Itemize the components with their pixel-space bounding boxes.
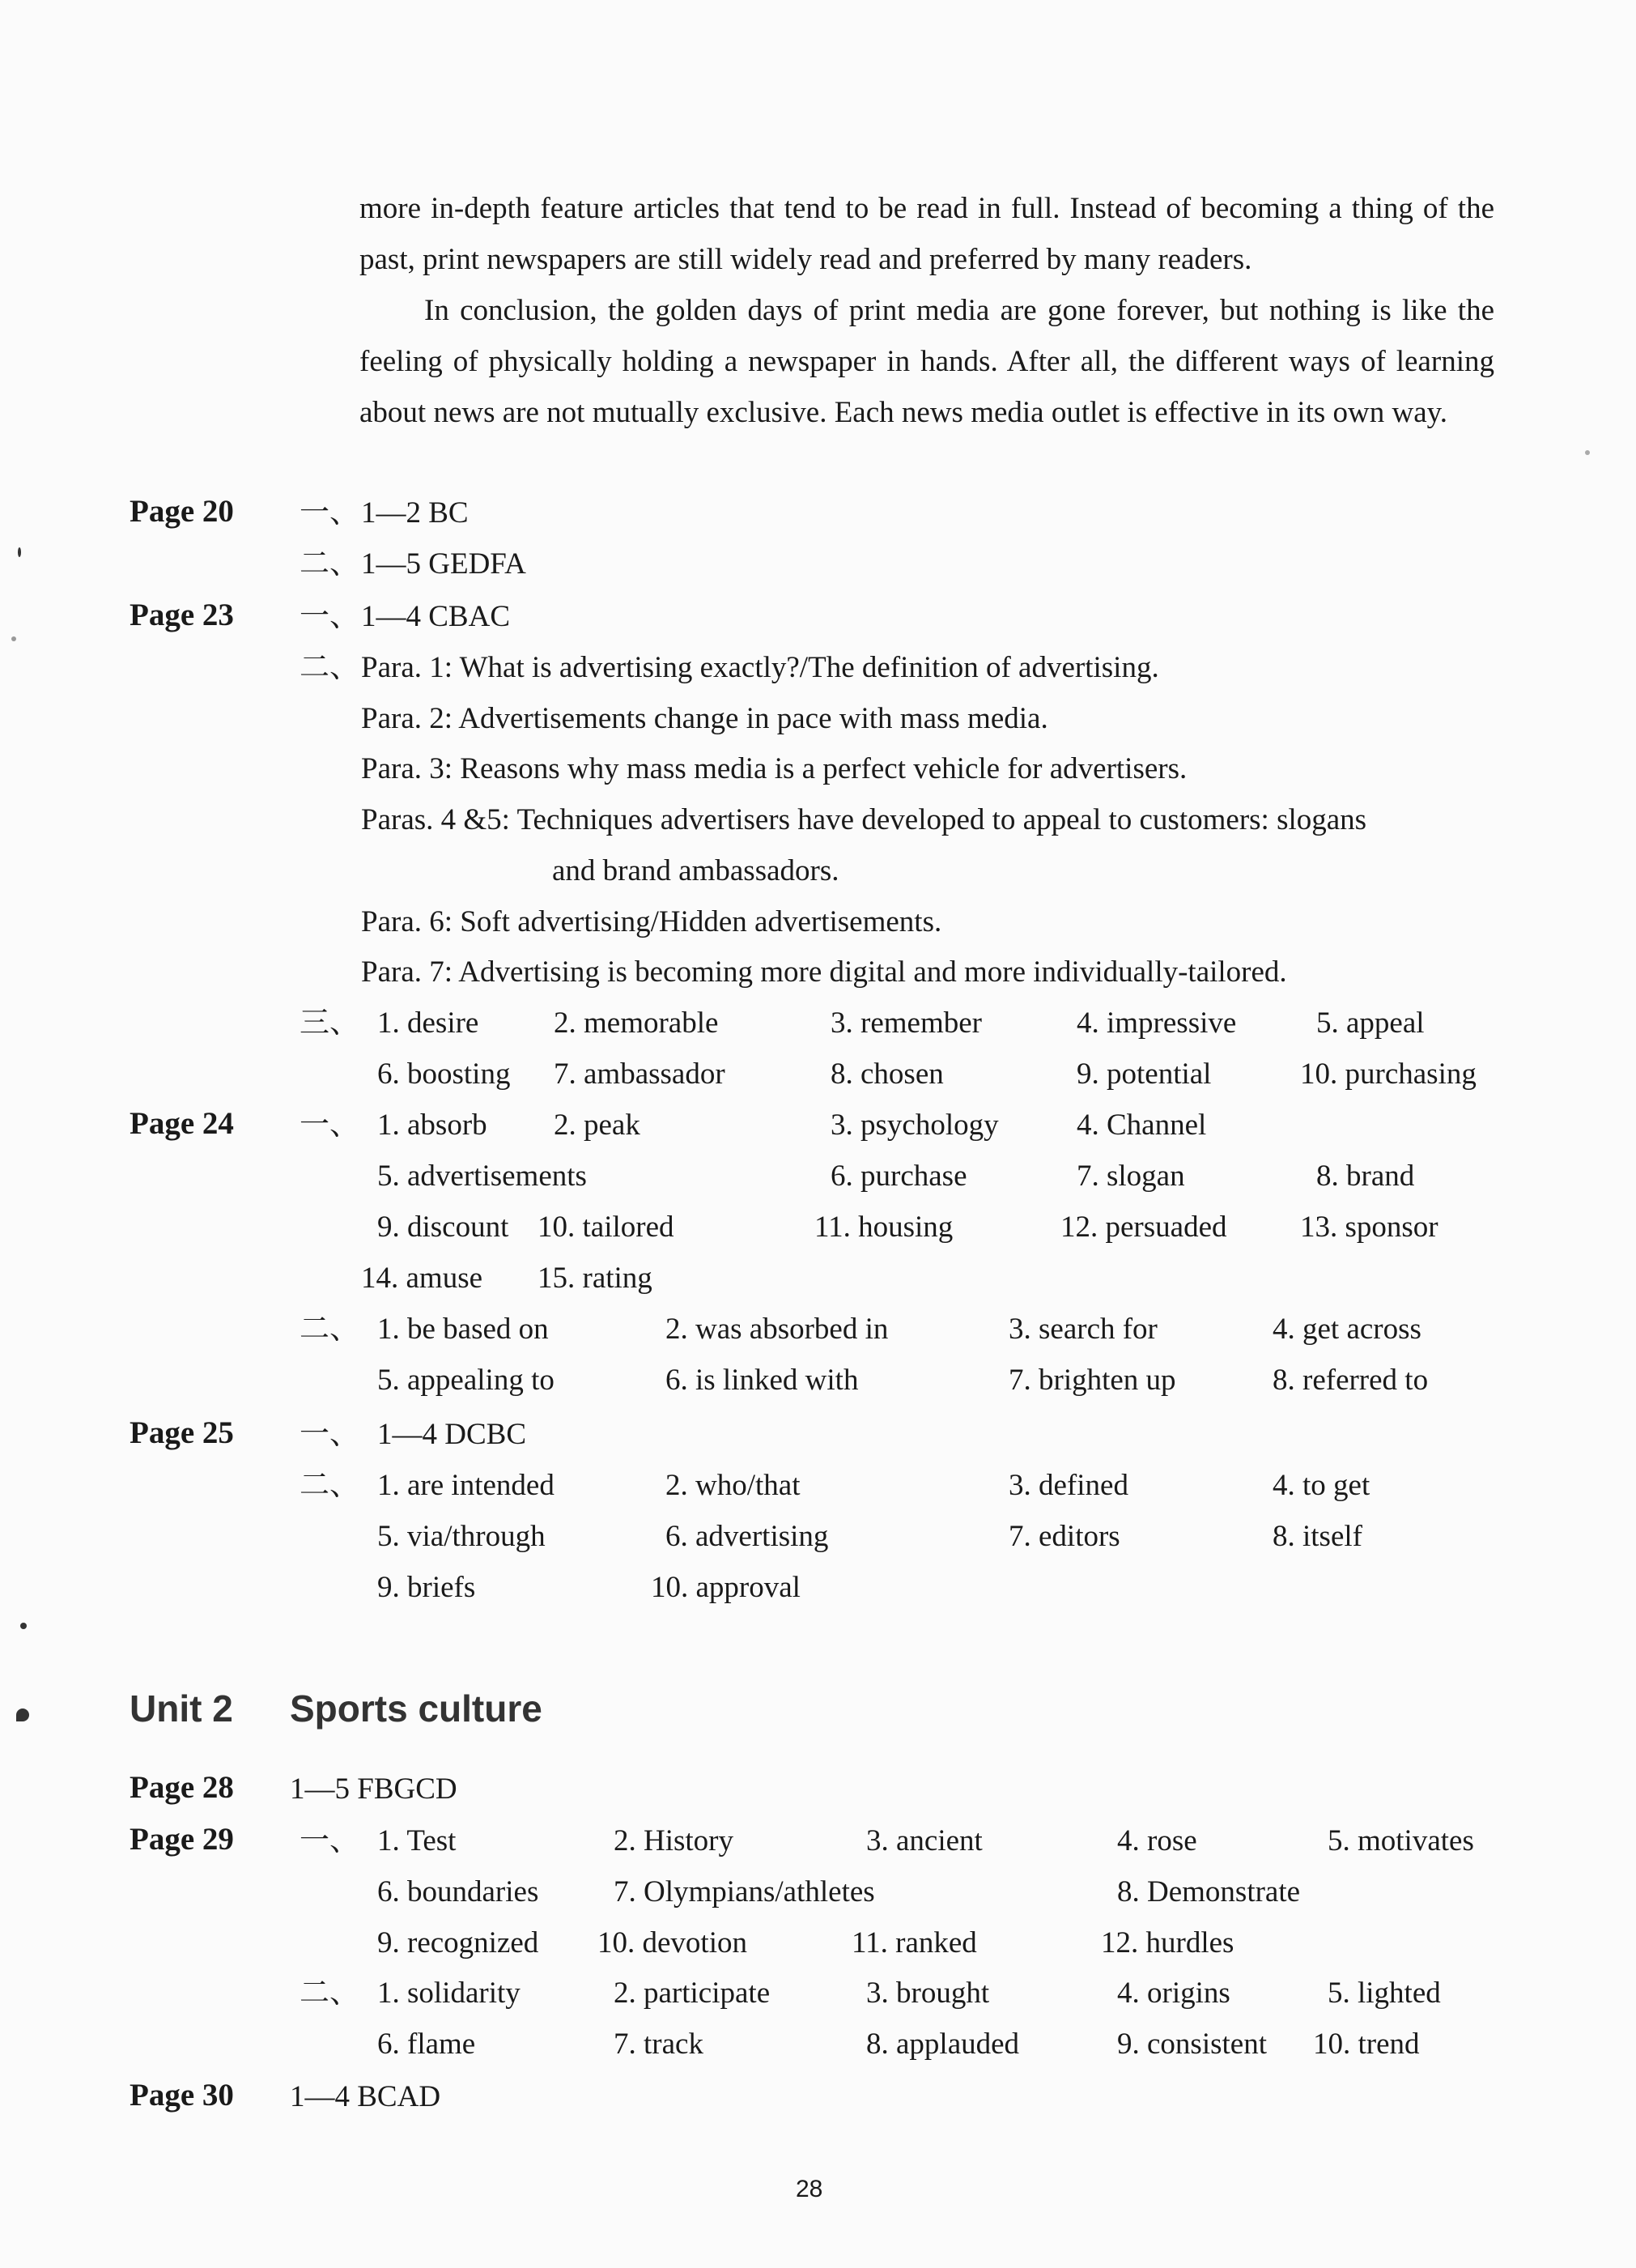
marker-two: 二、 [300, 1469, 359, 1502]
page-23-label: Page 23 [130, 598, 234, 632]
p24-phrase: 2. was absorbed in [665, 1313, 889, 1346]
p25-item: 7. editors [1009, 1520, 1120, 1553]
scan-speck [16, 1708, 29, 1721]
p23-para-6: Para. 6: Soft advertising/Hidden advertisements. [361, 905, 942, 938]
scan-speck [11, 636, 16, 641]
p25-item: 3. defined [1009, 1469, 1128, 1502]
page-29-label: Page 29 [130, 1822, 234, 1857]
p24-word: 3. psychology [831, 1108, 999, 1142]
p29-word: 6. boundaries [377, 1875, 539, 1908]
page-number: 28 [796, 2176, 823, 2202]
p25-item: 10. approval [651, 1571, 801, 1604]
p29-word2: 10. trend [1313, 2028, 1420, 2061]
p29-word2: 6. flame [377, 2028, 476, 2061]
p23-para-3: Para. 3: Reasons why mass media is a perfect vehicle for advertisers. [361, 752, 1188, 785]
p23-word: 6. boosting [377, 1057, 511, 1091]
p24-phrase: 7. brighten up [1009, 1364, 1176, 1397]
p24-word: 9. discount [377, 1211, 509, 1244]
p23-para-4-cont: and brand ambassadors. [552, 854, 839, 887]
scan-speck [1585, 450, 1590, 455]
p29-word: 1. Test [377, 1824, 457, 1857]
p24-word: 1. absorb [377, 1108, 487, 1142]
p25-item: 4. to get [1273, 1469, 1370, 1502]
p29-word: 4. rose [1117, 1824, 1197, 1857]
intro-paragraph-1: more in-depth feature articles that tend to be read in full. Instead of becoming a thing of the past, print newspapers are still widely read and preferred by many readers. [359, 192, 1494, 276]
p24-word: 8. brand [1316, 1160, 1415, 1193]
p29-word2: 8. applauded [866, 2028, 1020, 2061]
p24-word: 7. slogan [1077, 1160, 1185, 1193]
marker-one: 一、 [300, 1824, 359, 1857]
p23-word: 5. appeal [1316, 1006, 1425, 1040]
p29-word2: 7. track [614, 2028, 703, 2061]
p29-word: 5. motivates [1328, 1824, 1474, 1857]
p24-word: 10. tailored [538, 1211, 674, 1244]
scan-speck [18, 547, 21, 557]
p23-word: 10. purchasing [1300, 1057, 1477, 1091]
unit-label: Unit 2 [130, 1687, 233, 1730]
p29-word: 10. devotion [597, 1926, 747, 1960]
p29-word2: 1. solidarity [377, 1977, 521, 2010]
p25-item: 9. briefs [377, 1571, 476, 1604]
p23-answer-1: 1—4 CBAC [361, 600, 511, 633]
p25-item: 5. via/through [377, 1520, 546, 1553]
p24-word: 5. advertisements [377, 1160, 587, 1193]
p24-phrase: 3. search for [1009, 1313, 1158, 1346]
p29-word: 11. ranked [852, 1926, 977, 1960]
p24-phrase: 5. appealing to [377, 1364, 555, 1397]
p24-phrase: 4. get across [1273, 1313, 1421, 1346]
p25-item: 8. itself [1273, 1520, 1362, 1553]
p24-word: 11. housing [814, 1211, 954, 1244]
marker-one: 一、 [300, 496, 359, 530]
p29-word2: 2. participate [614, 1977, 771, 2010]
marker-one: 一、 [300, 1108, 359, 1142]
p30-answer-1: 1—4 BCAD [290, 2080, 441, 2113]
marker-three: 三、 [300, 1006, 359, 1040]
p23-para-1: Para. 1: What is advertising exactly?/The definition of advertising. [361, 651, 1159, 684]
p23-para-4: Paras. 4 &5: Techniques advertisers have developed to appeal to customers: slogans [361, 803, 1367, 836]
p29-word: 12. hurdles [1101, 1926, 1234, 1960]
page-20-label: Page 20 [130, 494, 234, 529]
p24-phrase: 1. be based on [377, 1313, 549, 1346]
p23-word: 4. impressive [1077, 1006, 1237, 1040]
p29-word: 7. Olympians/athletes [614, 1875, 875, 1908]
p23-word: 8. chosen [831, 1057, 944, 1091]
marker-two: 二、 [300, 547, 359, 581]
p29-word2: 5. lighted [1328, 1977, 1441, 2010]
scan-speck [20, 1623, 27, 1629]
p25-item: 2. who/that [665, 1469, 801, 1502]
p29-word: 8. Demonstrate [1117, 1875, 1301, 1908]
marker-one: 一、 [300, 1418, 359, 1451]
p29-word2: 4. origins [1117, 1977, 1230, 2010]
p23-word: 1. desire [377, 1006, 479, 1040]
p24-word: 2. peak [554, 1108, 640, 1142]
p23-word: 3. remember [831, 1006, 982, 1040]
p29-word: 9. recognized [377, 1926, 539, 1960]
p25-item: 6. advertising [665, 1520, 829, 1553]
p29-word: 3. ancient [866, 1824, 983, 1857]
p24-word: 6. purchase [831, 1160, 967, 1193]
p23-para-7: Para. 7: Advertising is becoming more digital and more individually-tailored. [361, 955, 1287, 989]
p23-word: 9. potential [1077, 1057, 1212, 1091]
marker-two: 二、 [300, 651, 359, 684]
p20-answer-2: 1—5 GEDFA [361, 547, 526, 581]
unit-title: Sports culture [290, 1687, 542, 1730]
p24-phrase: 8. referred to [1273, 1364, 1429, 1397]
p29-word: 2. History [614, 1824, 733, 1857]
marker-two: 二、 [300, 1313, 359, 1346]
intro-paragraph-2: In conclusion, the golden days of print media are gone forever, but nothing is like the feeling of physically holding a newspaper in hands. After all, the different ways of learning about news are not mutually exclusive. Each news media outlet is effective in its own way. [359, 294, 1494, 429]
p24-word: 13. sponsor [1300, 1211, 1438, 1244]
page-24-label: Page 24 [130, 1106, 234, 1141]
p28-answer-1: 1—5 FBGCD [290, 1772, 457, 1806]
p23-word: 2. memorable [554, 1006, 719, 1040]
p24-word: 14. amuse [361, 1262, 483, 1295]
marker-one: 一、 [300, 600, 359, 633]
page-30-label: Page 30 [130, 2078, 234, 2113]
p20-answer-1: 1—2 BC [361, 496, 469, 530]
p23-para-2: Para. 2: Advertisements change in pace with mass media. [361, 702, 1048, 735]
p29-word2: 9. consistent [1117, 2028, 1267, 2061]
p29-word2: 3. brought [866, 1977, 990, 2010]
p24-phrase: 6. is linked with [665, 1364, 859, 1397]
p25-answer-1: 1—4 DCBC [377, 1418, 527, 1451]
p25-item: 1. are intended [377, 1469, 555, 1502]
page-25-label: Page 25 [130, 1415, 234, 1450]
p24-word: 4. Channel [1077, 1108, 1207, 1142]
p24-word: 12. persuaded [1060, 1211, 1227, 1244]
p23-word: 7. ambassador [554, 1057, 725, 1091]
p24-word: 15. rating [538, 1262, 652, 1295]
page-28-label: Page 28 [130, 1770, 234, 1805]
marker-two: 二、 [300, 1977, 359, 2010]
